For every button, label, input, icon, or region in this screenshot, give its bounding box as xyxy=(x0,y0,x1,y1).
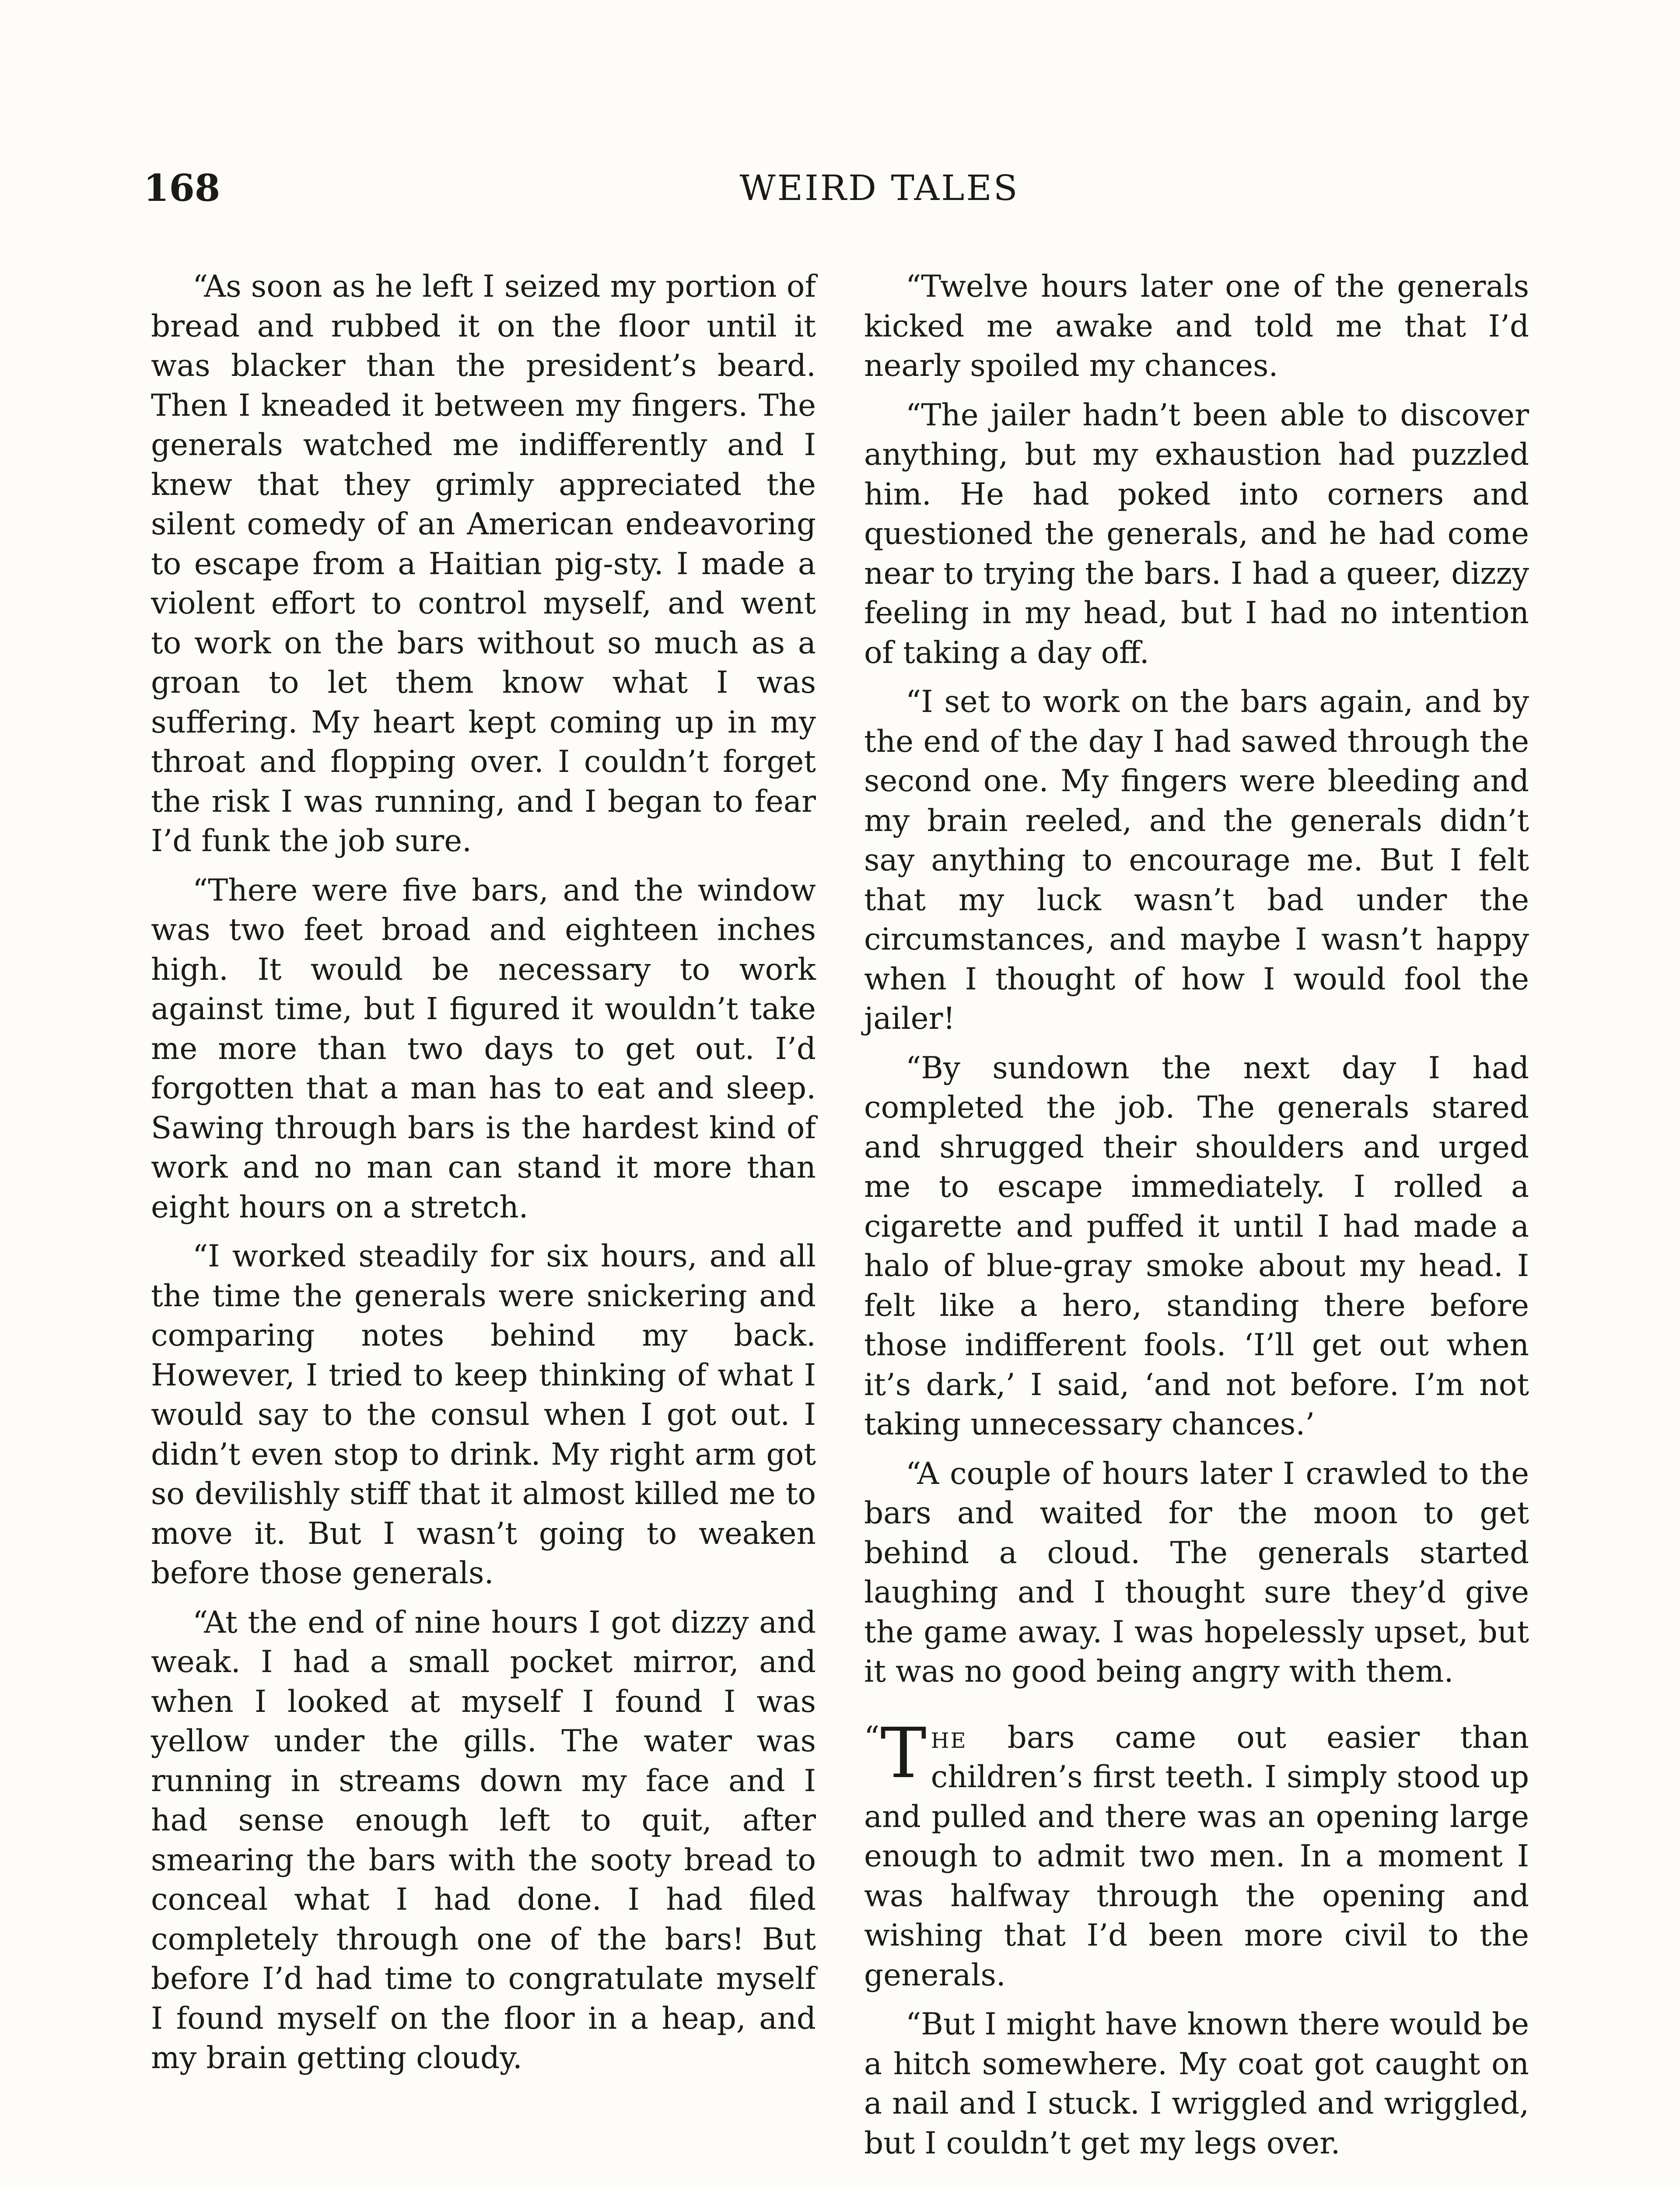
page-header xyxy=(140,162,1536,214)
paragraph: “But I might have known there would be a hitch somewhere. My coat got caught on a nail and I stuck. I wriggled and wriggled, but I couldn’t get my legs over. xyxy=(864,2007,1529,2161)
drop-cap: T xyxy=(880,1713,927,1794)
paragraph: “Twelve hours later one of the generals kicked me awake and told me that I’d nearly spoiled my chances. xyxy=(864,269,1529,383)
paragraph: “There were five bars, and the window was two feet broad and eighteen inches high. It would be necessary to work against time, but I figured it wouldn’t take me more than two days to get out. I’d forgotten that a man has to eat and sleep. Sawing through bars is the hardest kind of work and no man can stand it more than eight hours on a stretch. xyxy=(151,873,816,1225)
page-number: 168 xyxy=(144,166,220,210)
small-caps-lead: he xyxy=(931,1720,967,1755)
right-column xyxy=(864,267,1529,2173)
paragraph: “I worked steadily for six hours, and all the time the generals were snickering and comparing notes behind my back. However, I tried to keep thinking of what I would say to the consul when I got out. I didn’t even stop to drink. My right arm got so devilishly stiff that it almost killed me to move it. But I wasn’t going to weaken before those generals. xyxy=(151,1239,816,1591)
paragraph: “By sundown the next day I had completed the job. The generals stared and shrugged their shoulders and urged me to escape immediately. I rolled a cigarette and puffed it until I had made a halo of blue-gray smoke about my head. I felt like a hero, standing there before those indifferent fools. ‘I’ll get out when it’s dark,’ I said, ‘and not before. I’m not taking unnecessary chances.’ xyxy=(864,1050,1529,1442)
left-column xyxy=(151,267,816,2088)
section-opening-text: bars came out easier than children’s first teeth. I simply stood up and pulled and there was an opening large enough to admit two men. In a moment I was halfway through the opening and wishing that I’d been more civil to the generals. xyxy=(864,1720,1529,1993)
opening-quote-mark: “ xyxy=(864,1720,880,1755)
paragraph: “The jailer hadn’t been able to discover anything, but my exhaustion had puzzled him. He had poked into corners and questioned the generals, and he had come near to trying the bars. I had a queer, dizzy feeling in my head, but I had no intention of taking a day off. xyxy=(864,397,1529,670)
running-title: WEIRD TALES xyxy=(739,168,1019,208)
paragraph: “At the end of nine hours I got dizzy and weak. I had a small pocket mirror, and when I looked at myself I found I was yellow under the gills. The water was running in streams down my face and I had sense enough left to quit, after smearing the bars with the sooty bread to conceal what I had done. I had filed completely through one of the bars! But before I’d had time to congratulate myself I found myself on the floor in a heap, and my brain getting cloudy. xyxy=(151,1605,816,2076)
paragraph: “As soon as he left I seized my portion of bread and rubbed it on the floor until it was blacker than the president’s beard. Then I kneaded it between my fingers. The generals watched me indifferently and I knew that they grimly appreciated the silent comedy of an American endeavoring to escape from a Haitian pig-sty. I made a violent effort to control myself, and went to work on the bars without so much as a groan to let them know what I was suffering. My heart kept coming up in my throat and flopping over. I couldn’t forget the risk I was running, and I began to fear I’d funk the job sure. xyxy=(151,269,816,859)
paragraph: “I set to work on the bars again, and by the end of the day I had sawed through the second one. My fingers were bleeding and my brain reeled, and the generals didn’t say anything to encourage me. But I felt that my luck wasn’t bad under the circumstances, and maybe I wasn’t happy when I thought of how I would fool the jailer! xyxy=(864,684,1529,1036)
section-opening-paragraph xyxy=(864,1713,1529,1995)
paragraph: “A couple of hours later I crawled to the bars and waited for the moon to get behind a cloud. The generals started laughing and I thought sure they’d give the game away. I was hopelessly upset, but it was no good being angry with them. xyxy=(864,1456,1529,1689)
